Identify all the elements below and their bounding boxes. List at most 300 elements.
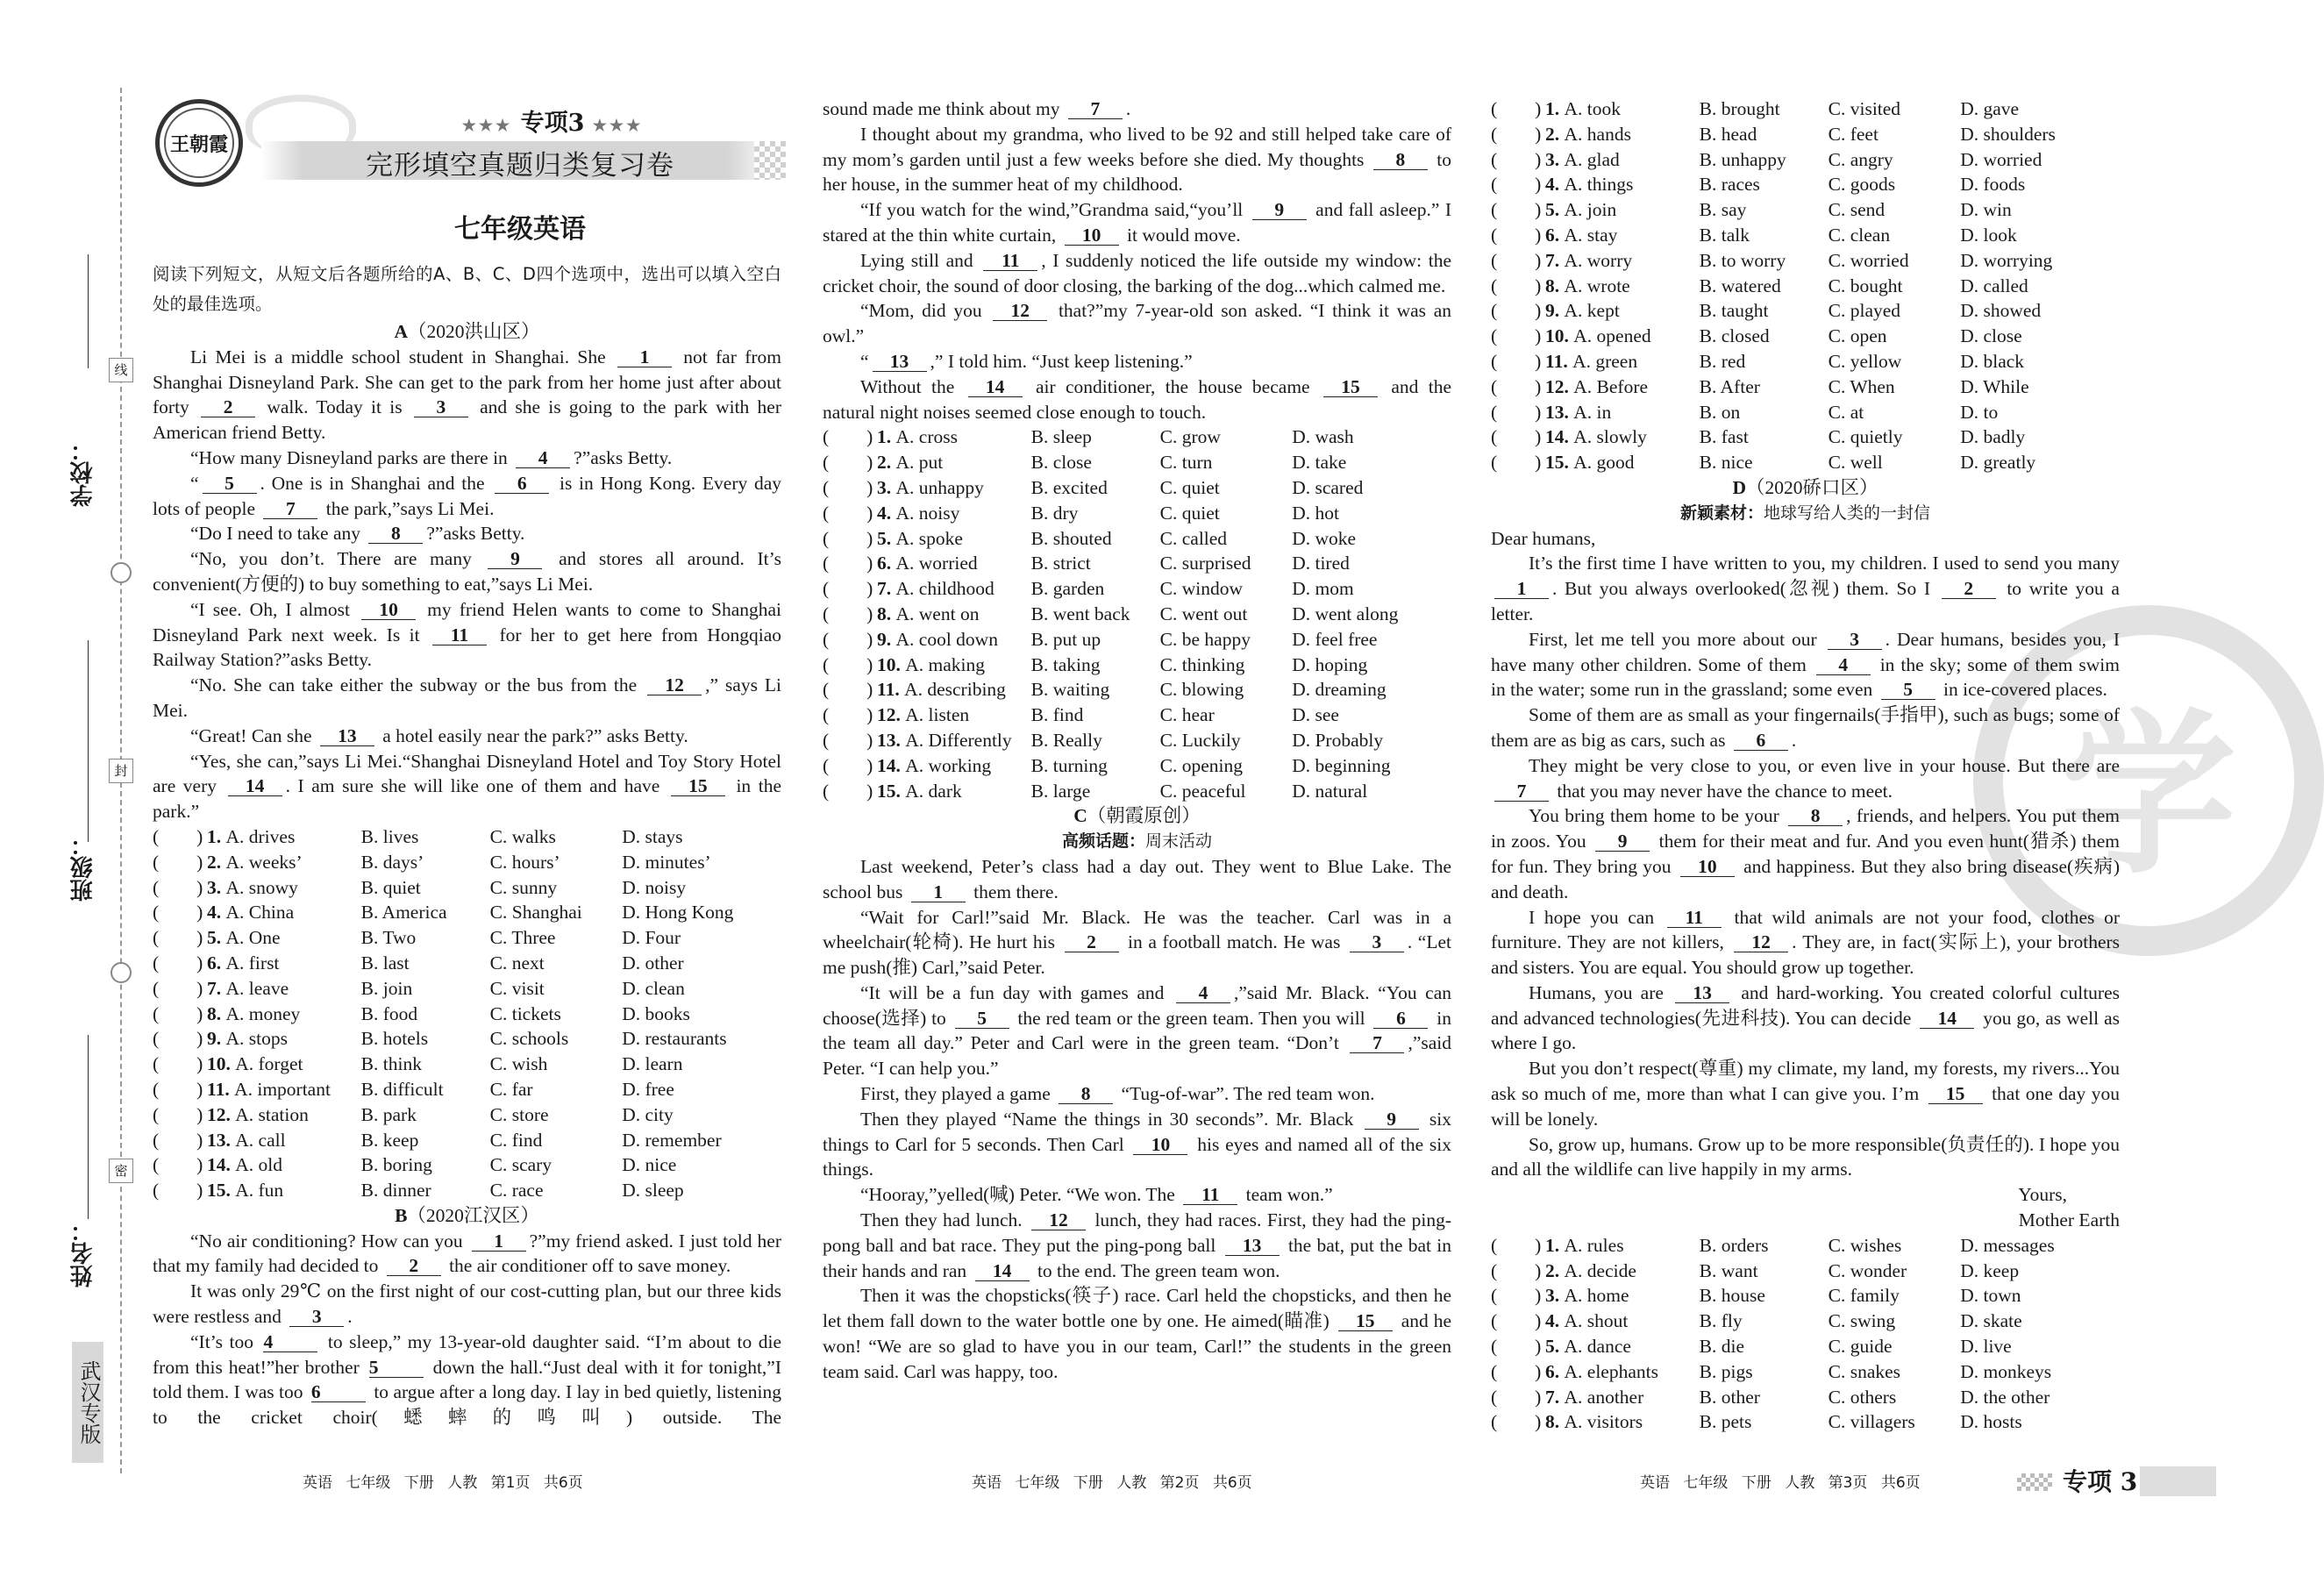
answer-bracket[interactable]: ( ) xyxy=(153,1028,203,1050)
blank-14[interactable]: 14 xyxy=(968,377,1023,397)
blank-1[interactable]: 1 xyxy=(617,347,672,367)
option-b[interactable]: B. strict xyxy=(1030,553,1091,574)
option-c[interactable]: C. sunny xyxy=(489,876,558,898)
answer-bracket[interactable]: ( ) xyxy=(1491,1259,1542,1281)
option-a[interactable]: 8. A. wrote xyxy=(1545,275,1630,296)
option-d[interactable]: D. foods xyxy=(1960,174,2026,196)
answer-bracket[interactable]: ( ) xyxy=(823,653,873,675)
answer-bracket[interactable]: ( ) xyxy=(1491,1336,1542,1358)
option-c[interactable]: C. blowing xyxy=(1159,679,1244,701)
option-a[interactable]: 14. A. old xyxy=(207,1154,282,1176)
blank-8[interactable]: 8 xyxy=(1373,150,1428,170)
option-a[interactable]: 9. A. stops xyxy=(207,1028,288,1050)
blank-7[interactable]: 7 xyxy=(1068,99,1123,119)
option-a[interactable]: 2. A. decide xyxy=(1545,1259,1636,1281)
blank-1[interactable]: 1 xyxy=(1494,579,1549,599)
blank-12[interactable]: 12 xyxy=(993,301,1047,321)
answer-bracket[interactable]: ( ) xyxy=(153,1078,203,1100)
option-a[interactable]: 1. A. drives xyxy=(207,825,296,847)
option-d[interactable]: D. win xyxy=(1960,199,2012,221)
option-d[interactable]: D. city xyxy=(622,1103,674,1125)
option-d[interactable]: D. greatly xyxy=(1960,452,2036,474)
blank-4[interactable]: 4 xyxy=(1176,983,1230,1003)
option-b[interactable]: B. garden xyxy=(1030,578,1105,600)
option-c[interactable]: C. find xyxy=(489,1129,543,1151)
blank-13[interactable]: 13 xyxy=(320,726,374,746)
option-a[interactable]: 4. A. noisy xyxy=(877,502,960,524)
option-c[interactable]: C. family xyxy=(1828,1285,1900,1307)
option-c[interactable]: C. wishes xyxy=(1828,1234,1902,1256)
option-a[interactable]: 9. A. kept xyxy=(1545,300,1620,322)
option-a[interactable]: 2. A. weeks’ xyxy=(207,851,303,873)
option-a[interactable]: 14. A. working xyxy=(877,754,992,776)
answer-bracket[interactable]: ( ) xyxy=(153,825,203,847)
option-b[interactable]: B. keep xyxy=(360,1129,419,1151)
option-c[interactable]: C. walks xyxy=(489,825,556,847)
option-c[interactable]: C. feet xyxy=(1828,123,1878,145)
blank-5[interactable]: 5 xyxy=(955,1009,1009,1029)
option-a[interactable]: 2. A. put xyxy=(877,452,944,474)
option-d[interactable]: D. woke xyxy=(1292,527,1357,549)
option-d[interactable]: D. clean xyxy=(622,977,685,999)
option-d[interactable]: D. hoping xyxy=(1292,653,1368,675)
option-b[interactable]: B. last xyxy=(360,952,410,973)
option-a[interactable]: 13. A. in xyxy=(1545,401,1612,423)
answer-bracket[interactable]: ( ) xyxy=(823,603,873,624)
option-b[interactable]: B. house xyxy=(1699,1285,1765,1307)
option-a[interactable]: 7. A. leave xyxy=(207,977,289,999)
option-a[interactable]: 12. A. station xyxy=(207,1103,309,1125)
option-a[interactable]: 1. A. took xyxy=(1545,98,1621,119)
option-a[interactable]: 1. A. rules xyxy=(1545,1234,1624,1256)
option-a[interactable]: 10. A. forget xyxy=(207,1053,303,1075)
blank-13[interactable]: 13 xyxy=(1225,1236,1280,1256)
blank-5[interactable]: 5 xyxy=(203,474,257,494)
option-a[interactable]: 9. A. cool down xyxy=(877,628,998,650)
option-b[interactable]: B. brought xyxy=(1699,98,1780,119)
option-b[interactable]: B. dinner xyxy=(360,1180,431,1202)
answer-bracket[interactable]: ( ) xyxy=(823,628,873,650)
option-b[interactable]: B. want xyxy=(1699,1259,1758,1281)
option-d[interactable]: D. close xyxy=(1960,325,2022,347)
answer-bracket[interactable]: ( ) xyxy=(153,902,203,924)
option-c[interactable]: C. window xyxy=(1159,578,1244,600)
option-b[interactable]: B. sleep xyxy=(1030,426,1092,448)
blank-8[interactable]: 8 xyxy=(368,524,423,544)
option-d[interactable]: D. tired xyxy=(1292,553,1350,574)
option-c[interactable]: C. swing xyxy=(1828,1310,1896,1332)
blank-6[interactable]: 6 xyxy=(1373,1009,1428,1029)
answer-bracket[interactable]: ( ) xyxy=(153,1129,203,1151)
option-d[interactable]: D. sleep xyxy=(622,1180,684,1202)
blank-3[interactable]: 3 xyxy=(1828,630,1882,650)
option-a[interactable]: 14. A. slowly xyxy=(1545,426,1647,448)
option-b[interactable]: B. taking xyxy=(1030,653,1101,675)
option-b[interactable]: B. went back xyxy=(1030,603,1130,624)
answer-bracket[interactable]: ( ) xyxy=(1491,199,1542,221)
option-d[interactable]: D. stays xyxy=(622,825,683,847)
blank-10[interactable]: 10 xyxy=(1065,225,1119,246)
blank-8[interactable]: 8 xyxy=(1788,806,1843,826)
option-a[interactable]: 15. A. good xyxy=(1545,452,1635,474)
option-d[interactable]: D. town xyxy=(1960,1285,2021,1307)
blank-13[interactable]: 13 xyxy=(1675,983,1729,1003)
option-d[interactable]: D. beginning xyxy=(1292,754,1391,776)
option-b[interactable]: B. think xyxy=(360,1053,422,1075)
option-c[interactable]: C. be happy xyxy=(1159,628,1251,650)
option-b[interactable]: B. unhappy xyxy=(1699,148,1786,170)
option-a[interactable]: 3. A. unhappy xyxy=(877,476,984,498)
answer-bracket[interactable]: ( ) xyxy=(1491,98,1542,119)
option-a[interactable]: 7. A. another xyxy=(1545,1386,1644,1408)
option-d[interactable]: D. called xyxy=(1960,275,2028,296)
option-a[interactable]: 6. A. worried xyxy=(877,553,978,574)
option-b[interactable]: B. excited xyxy=(1030,476,1108,498)
option-b[interactable]: B. days’ xyxy=(360,851,424,873)
option-d[interactable]: D. restaurants xyxy=(622,1028,727,1050)
option-b[interactable]: B. find xyxy=(1030,704,1084,726)
option-c[interactable]: C. others xyxy=(1828,1386,1897,1408)
answer-bracket[interactable]: ( ) xyxy=(1491,224,1542,246)
option-b[interactable]: B. say xyxy=(1699,199,1747,221)
blank-3[interactable]: 3 xyxy=(289,1307,344,1327)
answer-bracket[interactable]: ( ) xyxy=(153,1180,203,1202)
option-a[interactable]: 11. A. green xyxy=(1545,350,1638,372)
blank-5[interactable]: 5 xyxy=(369,1358,424,1378)
option-b[interactable]: B. talk xyxy=(1699,224,1750,246)
answer-bracket[interactable]: ( ) xyxy=(1491,401,1542,423)
option-b[interactable]: B. quiet xyxy=(360,876,421,898)
option-c[interactable]: C. quiet xyxy=(1159,476,1220,498)
option-c[interactable]: C. wish xyxy=(489,1053,548,1075)
option-c[interactable]: C. store xyxy=(489,1103,549,1125)
blank-6[interactable]: 6 xyxy=(311,1382,366,1402)
blank-8[interactable]: 8 xyxy=(1059,1084,1113,1104)
option-b[interactable]: B. food xyxy=(360,1002,418,1024)
option-a[interactable]: 1. A. cross xyxy=(877,426,958,448)
option-a[interactable]: 8. A. went on xyxy=(877,603,980,624)
option-b[interactable]: B. on xyxy=(1699,401,1741,423)
blank-3[interactable]: 3 xyxy=(1350,932,1404,952)
answer-bracket[interactable]: ( ) xyxy=(1491,249,1542,271)
option-c[interactable]: C. far xyxy=(489,1078,533,1100)
option-a[interactable]: 6. A. elephants xyxy=(1545,1360,1658,1382)
option-a[interactable]: 7. A. childhood xyxy=(877,578,994,600)
option-b[interactable]: B. America xyxy=(360,902,447,924)
answer-bracket[interactable]: ( ) xyxy=(1491,148,1542,170)
option-b[interactable]: B. put up xyxy=(1030,628,1101,650)
option-c[interactable]: C. visit xyxy=(489,977,545,999)
option-c[interactable]: C. wonder xyxy=(1828,1259,1907,1281)
option-c[interactable]: C. When xyxy=(1828,375,1895,397)
option-a[interactable]: 5. A. dance xyxy=(1545,1336,1631,1358)
option-b[interactable]: B. dry xyxy=(1030,502,1079,524)
option-d[interactable]: D. mom xyxy=(1292,578,1354,600)
option-a[interactable]: 13. A. Differently xyxy=(877,729,1012,751)
option-c[interactable]: C. Shanghai xyxy=(489,902,582,924)
option-c[interactable]: C. peaceful xyxy=(1159,780,1246,802)
option-a[interactable]: 8. A. visitors xyxy=(1545,1411,1643,1433)
blank-11[interactable]: 11 xyxy=(1183,1185,1237,1205)
blank-10[interactable]: 10 xyxy=(1133,1135,1187,1155)
option-c[interactable]: C. quiet xyxy=(1159,502,1220,524)
blank-15[interactable]: 15 xyxy=(671,776,725,796)
option-d[interactable]: D. hosts xyxy=(1960,1411,2022,1433)
option-d[interactable]: D. the other xyxy=(1960,1386,2050,1408)
answer-bracket[interactable]: ( ) xyxy=(153,1002,203,1024)
option-b[interactable]: B. Two xyxy=(360,927,417,949)
option-c[interactable]: C. played xyxy=(1828,300,1901,322)
option-b[interactable]: B. join xyxy=(360,977,413,999)
blank-2[interactable]: 2 xyxy=(201,397,255,417)
blank-14[interactable]: 14 xyxy=(975,1261,1030,1281)
option-b[interactable]: B. lives xyxy=(360,825,419,847)
blank-7[interactable]: 7 xyxy=(1494,781,1549,802)
option-c[interactable]: C. hear xyxy=(1159,704,1215,726)
option-d[interactable]: D. to xyxy=(1960,401,1999,423)
option-c[interactable]: C. quietly xyxy=(1828,426,1903,448)
blank-9[interactable]: 9 xyxy=(488,549,542,569)
option-d[interactable]: D. books xyxy=(622,1002,690,1024)
option-a[interactable]: 15. A. dark xyxy=(877,780,962,802)
option-d[interactable]: D. badly xyxy=(1960,426,2026,448)
option-b[interactable]: B. taught xyxy=(1699,300,1769,322)
blank-2[interactable]: 2 xyxy=(387,1256,441,1276)
option-d[interactable]: D. While xyxy=(1960,375,2029,397)
answer-bracket[interactable]: ( ) xyxy=(1491,1310,1542,1332)
option-a[interactable]: 5. A. spoke xyxy=(877,527,963,549)
option-d[interactable]: D. showed xyxy=(1960,300,2042,322)
option-d[interactable]: D. hot xyxy=(1292,502,1339,524)
option-d[interactable]: D. messages xyxy=(1960,1234,2055,1256)
option-b[interactable]: B. park xyxy=(360,1103,417,1125)
answer-bracket[interactable]: ( ) xyxy=(1491,1234,1542,1256)
blank-12[interactable]: 12 xyxy=(1734,932,1788,952)
option-d[interactable]: D. scared xyxy=(1292,476,1364,498)
option-b[interactable]: B. pigs xyxy=(1699,1360,1753,1382)
option-b[interactable]: B. watered xyxy=(1699,275,1781,296)
answer-bracket[interactable]: ( ) xyxy=(1491,375,1542,397)
answer-bracket[interactable]: ( ) xyxy=(153,1103,203,1125)
option-c[interactable]: C. Luckily xyxy=(1159,729,1241,751)
blank-11[interactable]: 11 xyxy=(1667,908,1722,928)
answer-bracket[interactable]: ( ) xyxy=(823,553,873,574)
answer-bracket[interactable]: ( ) xyxy=(153,851,203,873)
option-c[interactable]: C. thinking xyxy=(1159,653,1245,675)
option-b[interactable]: B. races xyxy=(1699,174,1760,196)
option-c[interactable]: C. turn xyxy=(1159,452,1213,474)
blank-9[interactable]: 9 xyxy=(1252,200,1307,220)
option-d[interactable]: D. wash xyxy=(1292,426,1354,448)
option-c[interactable]: C. clean xyxy=(1828,224,1891,246)
option-d[interactable]: D. shoulders xyxy=(1960,123,2056,145)
option-b[interactable]: B. After xyxy=(1699,375,1760,397)
option-c[interactable]: C. called xyxy=(1159,527,1228,549)
option-a[interactable]: 5. A. join xyxy=(1545,199,1617,221)
option-d[interactable]: D. keep xyxy=(1960,1259,2020,1281)
option-b[interactable]: B. shouted xyxy=(1030,527,1112,549)
option-a[interactable]: 15. A. fun xyxy=(207,1180,284,1202)
option-b[interactable]: B. red xyxy=(1699,350,1746,372)
blank-15[interactable]: 15 xyxy=(1323,377,1378,397)
answer-bracket[interactable]: ( ) xyxy=(1491,325,1542,347)
blank-9[interactable]: 9 xyxy=(1365,1109,1419,1130)
blank-5[interactable]: 5 xyxy=(1881,680,1935,700)
blank-11[interactable]: 11 xyxy=(432,625,487,645)
answer-bracket[interactable]: ( ) xyxy=(1491,426,1542,448)
option-b[interactable]: B. fly xyxy=(1699,1310,1743,1332)
option-a[interactable]: 6. A. first xyxy=(207,952,280,973)
option-d[interactable]: D. natural xyxy=(1292,780,1368,802)
option-d[interactable]: D. worrying xyxy=(1960,249,2053,271)
blank-4[interactable]: 4 xyxy=(516,448,570,468)
option-c[interactable]: C. Three xyxy=(489,927,556,949)
answer-bracket[interactable]: ( ) xyxy=(823,502,873,524)
option-c[interactable]: C. grow xyxy=(1159,426,1221,448)
answer-bracket[interactable]: ( ) xyxy=(1491,300,1542,322)
blank-14[interactable]: 14 xyxy=(228,776,282,796)
answer-bracket[interactable]: ( ) xyxy=(1491,1386,1542,1408)
option-c[interactable]: C. guide xyxy=(1828,1336,1893,1358)
option-b[interactable]: B. large xyxy=(1030,780,1091,802)
blank-11[interactable]: 11 xyxy=(983,251,1037,271)
option-c[interactable]: C. angry xyxy=(1828,148,1893,170)
option-a[interactable]: 3. A. snowy xyxy=(207,876,298,898)
option-d[interactable]: D. take xyxy=(1292,452,1347,474)
answer-bracket[interactable]: ( ) xyxy=(823,780,873,802)
option-c[interactable]: C. villagers xyxy=(1828,1411,1915,1433)
option-d[interactable]: D. minutes’ xyxy=(622,851,711,873)
blank-6[interactable]: 6 xyxy=(495,474,549,494)
option-c[interactable]: C. surprised xyxy=(1159,553,1251,574)
blank-7[interactable]: 7 xyxy=(263,499,317,519)
option-a[interactable]: 3. A. glad xyxy=(1545,148,1620,170)
option-d[interactable]: D. worried xyxy=(1960,148,2042,170)
option-c[interactable]: C. race xyxy=(489,1180,544,1202)
option-b[interactable]: B. die xyxy=(1699,1336,1745,1358)
blank-6[interactable]: 6 xyxy=(1734,731,1788,751)
option-b[interactable]: B. closed xyxy=(1699,325,1770,347)
blank-13[interactable]: 13 xyxy=(873,352,927,372)
option-a[interactable]: 6. A. stay xyxy=(1545,224,1618,246)
option-b[interactable]: B. close xyxy=(1030,452,1092,474)
blank-14[interactable]: 14 xyxy=(1920,1009,1974,1029)
option-b[interactable]: B. pets xyxy=(1699,1411,1752,1433)
option-a[interactable]: 12. A. listen xyxy=(877,704,970,726)
option-d[interactable]: D. nice xyxy=(622,1154,677,1176)
option-d[interactable]: D. free xyxy=(622,1078,674,1100)
blank-2[interactable]: 2 xyxy=(1942,579,1996,599)
answer-bracket[interactable]: ( ) xyxy=(823,729,873,751)
option-c[interactable]: C. hours’ xyxy=(489,851,560,873)
option-a[interactable]: 7. A. worry xyxy=(1545,249,1633,271)
answer-bracket[interactable]: ( ) xyxy=(823,578,873,600)
option-b[interactable]: B. orders xyxy=(1699,1234,1769,1256)
answer-bracket[interactable]: ( ) xyxy=(1491,1360,1542,1382)
option-a[interactable]: 4. A. China xyxy=(207,902,295,924)
option-b[interactable]: B. fast xyxy=(1699,426,1749,448)
answer-bracket[interactable]: ( ) xyxy=(1491,174,1542,196)
option-b[interactable]: B. to worry xyxy=(1699,249,1786,271)
option-d[interactable]: D. black xyxy=(1960,350,2025,372)
option-c[interactable]: C. send xyxy=(1828,199,1886,221)
option-d[interactable]: D. went along xyxy=(1292,603,1399,624)
option-d[interactable]: D. Four xyxy=(622,927,681,949)
answer-bracket[interactable]: ( ) xyxy=(823,476,873,498)
blank-10[interactable]: 10 xyxy=(1680,857,1735,877)
option-d[interactable]: D. monkeys xyxy=(1960,1360,2052,1382)
option-c[interactable]: C. schools xyxy=(489,1028,569,1050)
answer-bracket[interactable]: ( ) xyxy=(1491,123,1542,145)
blank-12[interactable]: 12 xyxy=(647,675,702,695)
option-b[interactable]: B. Really xyxy=(1030,729,1102,751)
option-b[interactable]: B. head xyxy=(1699,123,1757,145)
option-c[interactable]: C. next xyxy=(489,952,545,973)
option-a[interactable]: 3. A. home xyxy=(1545,1285,1629,1307)
blank-9[interactable]: 9 xyxy=(1595,831,1650,852)
answer-bracket[interactable]: ( ) xyxy=(153,876,203,898)
answer-bracket[interactable]: ( ) xyxy=(1491,1411,1542,1433)
option-d[interactable]: D. feel free xyxy=(1292,628,1378,650)
option-d[interactable]: D. see xyxy=(1292,704,1339,726)
blank-12[interactable]: 12 xyxy=(1031,1210,1086,1230)
option-c[interactable]: C. at xyxy=(1828,401,1864,423)
option-a[interactable]: 13. A. call xyxy=(207,1129,286,1151)
option-c[interactable]: C. snakes xyxy=(1828,1360,1901,1382)
option-b[interactable]: B. turning xyxy=(1030,754,1108,776)
answer-bracket[interactable]: ( ) xyxy=(1491,452,1542,474)
answer-bracket[interactable]: ( ) xyxy=(823,679,873,701)
answer-bracket[interactable]: ( ) xyxy=(153,952,203,973)
blank-2[interactable]: 2 xyxy=(1065,932,1119,952)
option-a[interactable]: 11. A. describing xyxy=(877,679,1006,701)
blank-15[interactable]: 15 xyxy=(1338,1311,1393,1331)
option-d[interactable]: D. skate xyxy=(1960,1310,2022,1332)
answer-bracket[interactable]: ( ) xyxy=(823,754,873,776)
blank-15[interactable]: 15 xyxy=(1928,1084,1983,1104)
option-c[interactable]: C. worried xyxy=(1828,249,1909,271)
option-b[interactable]: B. nice xyxy=(1699,452,1753,474)
answer-bracket[interactable]: ( ) xyxy=(1491,1285,1542,1307)
answer-bracket[interactable]: ( ) xyxy=(1491,350,1542,372)
option-c[interactable]: C. open xyxy=(1828,325,1887,347)
option-a[interactable]: 8. A. money xyxy=(207,1002,301,1024)
answer-bracket[interactable]: ( ) xyxy=(153,1053,203,1075)
option-a[interactable]: 5. A. One xyxy=(207,927,281,949)
option-d[interactable]: D. dreaming xyxy=(1292,679,1387,701)
answer-bracket[interactable]: ( ) xyxy=(823,527,873,549)
option-d[interactable]: D. gave xyxy=(1960,98,2020,119)
option-c[interactable]: C. goods xyxy=(1828,174,1896,196)
option-a[interactable]: 11. A. important xyxy=(207,1078,331,1100)
option-c[interactable]: C. yellow xyxy=(1828,350,1902,372)
answer-bracket[interactable]: ( ) xyxy=(153,1154,203,1176)
option-a[interactable]: 10. A. making xyxy=(877,653,986,675)
option-b[interactable]: B. difficult xyxy=(360,1078,444,1100)
option-c[interactable]: C. tickets xyxy=(489,1002,561,1024)
answer-bracket[interactable]: ( ) xyxy=(153,927,203,949)
answer-bracket[interactable]: ( ) xyxy=(823,452,873,474)
blank-3[interactable]: 3 xyxy=(414,397,468,417)
option-c[interactable]: C. opening xyxy=(1159,754,1243,776)
option-c[interactable]: C. went out xyxy=(1159,603,1248,624)
blank-1[interactable]: 1 xyxy=(472,1231,526,1252)
option-d[interactable]: D. Hong Kong xyxy=(622,902,734,924)
blank-4[interactable]: 4 xyxy=(1816,655,1871,675)
option-d[interactable]: D. Probably xyxy=(1292,729,1384,751)
blank-4[interactable]: 4 xyxy=(263,1332,317,1352)
option-a[interactable]: 4. A. things xyxy=(1545,174,1634,196)
